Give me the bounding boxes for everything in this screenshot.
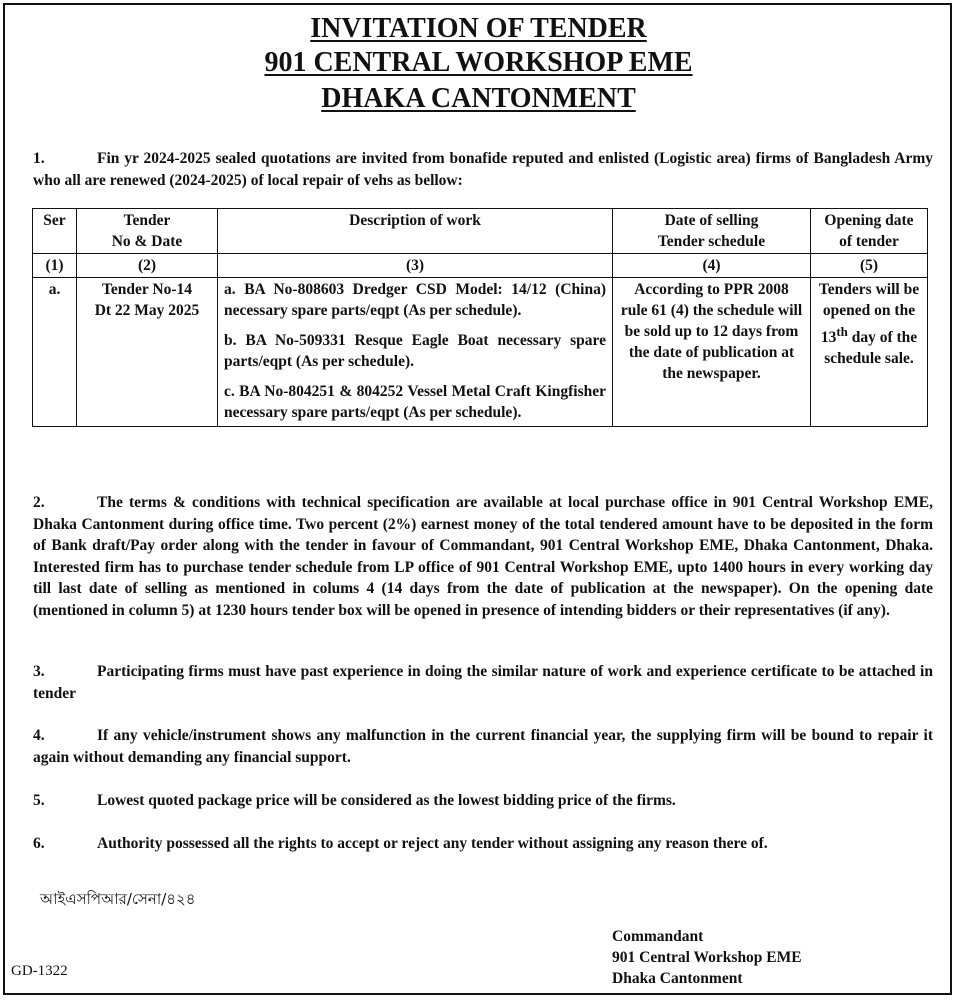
paragraph-6 <box>33 833 933 855</box>
work-item-c: c. BA No-804251 & 804252 Vessel Metal Craft Kingfisher necessary spare parts/eqpt (As per schedule). <box>224 383 606 421</box>
paragraph-1-number: 1. <box>33 150 45 167</box>
cell-tender: Tender No-14 Dt 22 May 2025 <box>77 278 218 427</box>
paragraph-5-number: 5. <box>33 792 45 809</box>
paragraph-6-number: 6. <box>33 835 45 852</box>
title-location: DHAKA CANTONMENT <box>321 83 636 114</box>
cell-selling-date: According to PPR 2008 rule 61 (4) the schedule will be sold up to 12 days from the date of publication at the newspaper. <box>613 278 811 427</box>
table-header-row <box>33 209 928 254</box>
paragraph-5-text: Lowest quoted package price will be considered as the lowest bidding price of the firms. <box>97 792 676 809</box>
paragraph-5 <box>33 790 933 812</box>
cell-description <box>218 278 613 427</box>
tender-table <box>32 208 928 427</box>
issue-reference: আইএসপিআর/সেনা/৪২৪ <box>40 890 196 908</box>
title-workshop: 901 CENTRAL WORKSHOP EME <box>264 47 693 78</box>
header-tender: Tender No & Date <box>77 209 218 254</box>
table-row <box>33 278 928 427</box>
cell-opening-date: Tenders will be opened on the 13th day of the schedule sale. <box>811 278 928 427</box>
paragraph-4-text: If any vehicle/instrument shows any malfunction in the current financial year, the supplying firm will be bound to repair it again without demanding any financial support. <box>33 727 933 766</box>
paragraph-3-number: 3. <box>33 663 45 680</box>
header-description: Description of work <box>218 209 613 254</box>
title-invitation: INVITATION OF TENDER <box>310 13 647 44</box>
header-opening-date: Opening date of tender <box>811 209 928 254</box>
gd-reference: GD-1322 <box>11 963 68 979</box>
paragraph-4-number: 4. <box>33 727 45 744</box>
signature-title: Commandant <box>612 928 704 945</box>
col-number-4: (4) <box>613 254 811 278</box>
col-number-5: (5) <box>811 254 928 278</box>
paragraph-1-text: Fin yr 2024-2025 sealed quotations are invited from bonafide reputed and enlisted (Logistic area) firms of Bangladesh Army who all are renewed (2024-2025) of local repair of vehs as bellow: <box>33 150 933 189</box>
header-selling-date: Date of selling Tender schedule <box>613 209 811 254</box>
header-ser: Ser <box>33 209 77 254</box>
signature-block <box>612 926 802 989</box>
signature-unit: 901 Central Workshop EME <box>612 949 802 966</box>
paragraph-2-number: 2. <box>33 494 45 511</box>
paragraph-6-text: Authority possessed all the rights to accept or reject any tender without assigning any reason there of. <box>97 835 768 852</box>
paragraph-2-text: The terms & conditions with technical specification are available at local purchase office in 901 Central Workshop EME, Dhaka Cantonment during office time. Two percent (2%) earnest money of the total tendered amount have to be deposited in the form of Bank draft/Pay order along with the tender in favour of Commandant, 901 Central Workshop EME, Dhaka Cantonment, Dhaka. Interested firm has to purchase tender schedule from LP office of 901 Central Workshop EME, upto 1400 hours in every working day till last date of selling as mentioned in colums 4 (14 days from the date of publication at the newspaper). On the opening date (mentioned in column 5) at 1230 hours tender box will be opened in presence of intending bidders or their representatives (if any). <box>33 494 933 619</box>
paragraph-3-text: Participating firms must have past experience in doing the similar nature of work and experience certificate to be attached in tender <box>33 663 933 702</box>
work-item-b: b. BA No-509331 Resque Eagle Boat necessary spare parts/eqpt (As per schedule). <box>224 332 606 370</box>
paragraph-4 <box>33 725 933 768</box>
cell-ser: a. <box>33 278 77 427</box>
paragraph-1 <box>33 148 933 191</box>
column-number-row <box>33 254 928 278</box>
col-number-3: (3) <box>218 254 613 278</box>
signature-location: Dhaka Cantonment <box>612 970 743 987</box>
col-number-2: (2) <box>77 254 218 278</box>
paragraph-2 <box>33 492 933 622</box>
paragraph-3 <box>33 661 933 704</box>
col-number-1: (1) <box>33 254 77 278</box>
work-item-a: a. BA No-808603 Dredger CSD Model: 14/12 (China) necessary spare parts/eqpt (As per schedule). <box>224 281 606 319</box>
